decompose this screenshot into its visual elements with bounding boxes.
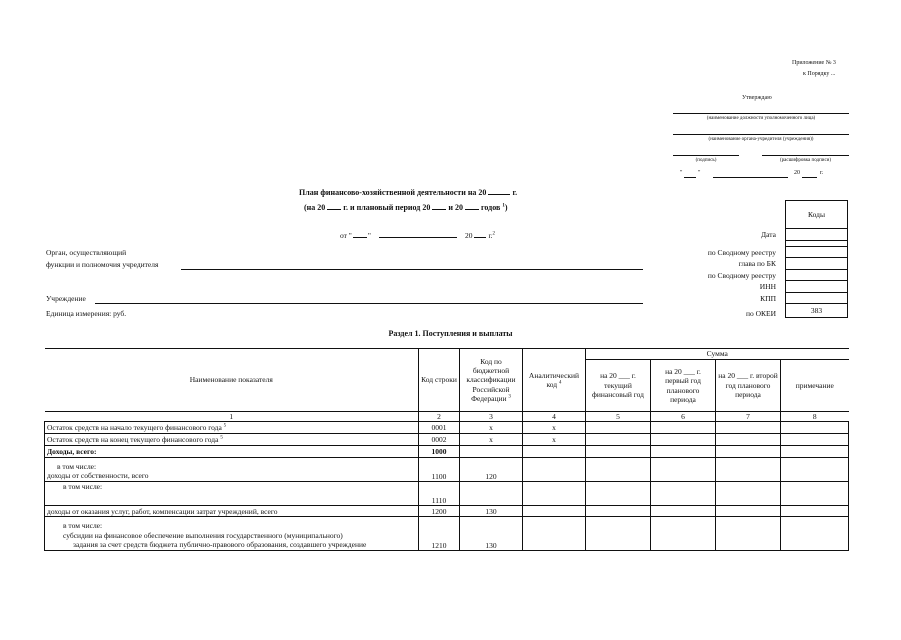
row-pre: в том числе: (57, 461, 97, 471)
institution-field-line (95, 303, 643, 304)
row-name: доходы от оказания услуг, работ, компенсации затрат учреждений, всего (45, 506, 419, 517)
cell-note[interactable] (781, 517, 849, 551)
approval-decoding-line (762, 155, 849, 156)
cell-second[interactable] (716, 422, 781, 434)
label-kpp: КПП (760, 294, 776, 303)
cell-first[interactable] (651, 482, 716, 506)
unit-label: Единица измерения: руб. (46, 309, 127, 318)
row-code: 1110 (419, 482, 460, 506)
row-bk (460, 482, 523, 506)
cell-second[interactable] (716, 434, 781, 446)
cell-second[interactable] (716, 517, 781, 551)
col-number: 5 (586, 412, 651, 422)
cell-current[interactable] (586, 517, 651, 551)
cell-second[interactable] (716, 482, 781, 506)
cell-first[interactable] (651, 458, 716, 482)
cell-current[interactable] (586, 458, 651, 482)
date-line: от " " 20 г.$^2$ (340, 231, 496, 240)
header-analytic-code: Аналитический код $^4$ (523, 349, 586, 412)
row-pre: в том числе: (63, 482, 103, 492)
row-name: Доходы, всего: (45, 446, 419, 458)
institution-label: Учреждение (46, 294, 86, 303)
organ-field-line (181, 269, 643, 270)
table-row (45, 506, 849, 517)
row-analytic: x (523, 434, 586, 446)
row-code: 1100 (419, 458, 460, 482)
table-row (45, 517, 849, 551)
row-name (45, 517, 419, 551)
receipts-payments-table (44, 348, 849, 551)
organ-label-line2: функции и полномочия учредителя (46, 260, 159, 269)
cell-first[interactable] (651, 422, 716, 434)
label-inn: ИНН (759, 282, 776, 291)
cell-second[interactable] (716, 446, 781, 458)
row-bk: 130 (460, 517, 523, 551)
cell-current[interactable] (586, 422, 651, 434)
header-note: примечание (781, 360, 849, 412)
row-analytic: x (523, 422, 586, 434)
cell-first[interactable] (651, 517, 716, 551)
table-row (45, 434, 849, 446)
cell-second[interactable] (716, 458, 781, 482)
row-name-line1: субсидии на финансовое обеспечение выполнения государственного (муниципального) (63, 530, 343, 540)
row-bk: 130 (460, 506, 523, 517)
cell-note[interactable] (781, 482, 849, 506)
row-code: 1000 (419, 446, 460, 458)
approval-body-caption: (наименование органа-учредителя (учреждения)) (708, 137, 814, 142)
col-number: 3 (460, 412, 523, 422)
header-second-year: на 20 ___ г. второй год планового периода (716, 360, 781, 412)
header-first-year: на 20 ___ г. первый год планового периода (651, 360, 716, 412)
organ-label-line1: Орган, осуществляющий (46, 248, 127, 257)
label-date: Дата (761, 230, 776, 239)
label-registry-1: по Сводному реестру (707, 248, 776, 257)
cell-first[interactable] (651, 506, 716, 517)
row-bk (460, 446, 523, 458)
approval-year-suffix: г. (820, 170, 824, 176)
row-bk: x (460, 422, 523, 434)
header-current-year: на 20 ___ г. текущий финансовый год (586, 360, 651, 412)
row-code: 0001 (419, 422, 460, 434)
col-number: 2 (419, 412, 460, 422)
code-registry-1-cell[interactable] (786, 247, 847, 258)
row-name: Остаток средств на конец текущего финансового года $^5$ (45, 434, 419, 446)
code-inn-cell[interactable] (786, 281, 847, 292)
row-bk: x (460, 434, 523, 446)
cell-first[interactable] (651, 446, 716, 458)
approval-signature-caption: (подпись) (695, 158, 717, 163)
approval-position-caption: (наименование должности уполномоченного лица) (706, 116, 816, 121)
cell-current[interactable] (586, 506, 651, 517)
cell-note[interactable] (781, 434, 849, 446)
code-date-cell[interactable] (786, 229, 847, 241)
cell-second[interactable] (716, 506, 781, 517)
label-bk-head: глава по БК (738, 259, 776, 268)
cell-note[interactable] (781, 458, 849, 482)
row-name: в том числе: доходы от собственности, всего (45, 458, 419, 482)
cell-note[interactable] (781, 422, 849, 434)
approval-day-line (684, 177, 696, 178)
title-line2: (на 20 г. и плановый период 20 и 20 годов $^1$) (304, 203, 508, 212)
table-row (45, 446, 849, 458)
row-code: 0002 (419, 434, 460, 446)
code-kpp-cell[interactable] (786, 293, 847, 304)
approval-quote-open: " (680, 170, 683, 176)
code-okei-cell: 383 (810, 305, 823, 315)
row-code: 1200 (419, 506, 460, 517)
row-name: Остаток средств на начало текущего финансового года $^5$ (45, 422, 419, 434)
row-analytic (523, 446, 586, 458)
cell-note[interactable] (781, 506, 849, 517)
col-number: 8 (781, 412, 849, 422)
title-line1: План финансово-хозяйственной деятельности на 20 г. (299, 188, 518, 197)
col-number: 6 (651, 412, 716, 422)
row-bk: 120 (460, 458, 523, 482)
cell-current[interactable] (586, 482, 651, 506)
row-code: 1210 (419, 517, 460, 551)
cell-current[interactable] (586, 434, 651, 446)
approval-quote-close: " (698, 170, 701, 176)
approval-decoding-caption: (расшифровка подписи) (779, 158, 832, 163)
col-number: 7 (716, 412, 781, 422)
col-number: 4 (523, 412, 586, 422)
approval-position-line (673, 113, 849, 114)
code-bk-head-cell[interactable] (786, 258, 847, 269)
header-sum: Сумма (586, 349, 849, 360)
section-title: Раздел 1. Поступления и выплаты (388, 329, 513, 338)
codes-box (785, 200, 848, 318)
header-name: Наименование показателя (45, 349, 419, 412)
label-okei: по ОКЕИ (745, 309, 776, 318)
header-budget-code: Код по бюджетной классификации Российской Федерации $^3$ (460, 349, 523, 412)
appendix-line2: к Порядку ... (803, 71, 836, 77)
appendix-line1: Приложение № 3 (792, 60, 836, 66)
approval-month-line (713, 177, 788, 178)
row-analytic (523, 482, 586, 506)
table-row (45, 422, 849, 434)
code-registry-2-cell[interactable] (786, 270, 847, 281)
row-analytic (523, 458, 586, 482)
header-line-code: Код строки (419, 349, 460, 412)
table-row (45, 482, 849, 506)
approval-year-prefix: 20 (794, 170, 800, 176)
table-row (45, 458, 849, 482)
row-analytic (523, 506, 586, 517)
approval-year-line (802, 177, 817, 178)
row-name-line2: задания за счет средств бюджета публично-правового образования, создавшего учреждение (73, 540, 367, 549)
approval-signature-line (673, 155, 739, 156)
cell-first[interactable] (651, 434, 716, 446)
approval-body-line (673, 134, 849, 135)
row-name (45, 482, 419, 506)
approval-title: Утверждаю (742, 95, 772, 101)
cell-note[interactable] (781, 446, 849, 458)
codes-header: Коды (786, 201, 847, 229)
row-analytic (523, 517, 586, 551)
label-registry-2: по Сводному реестру (707, 271, 776, 280)
row-pre: в том числе: (63, 521, 103, 531)
col-number: 1 (45, 412, 419, 422)
cell-current[interactable] (586, 446, 651, 458)
